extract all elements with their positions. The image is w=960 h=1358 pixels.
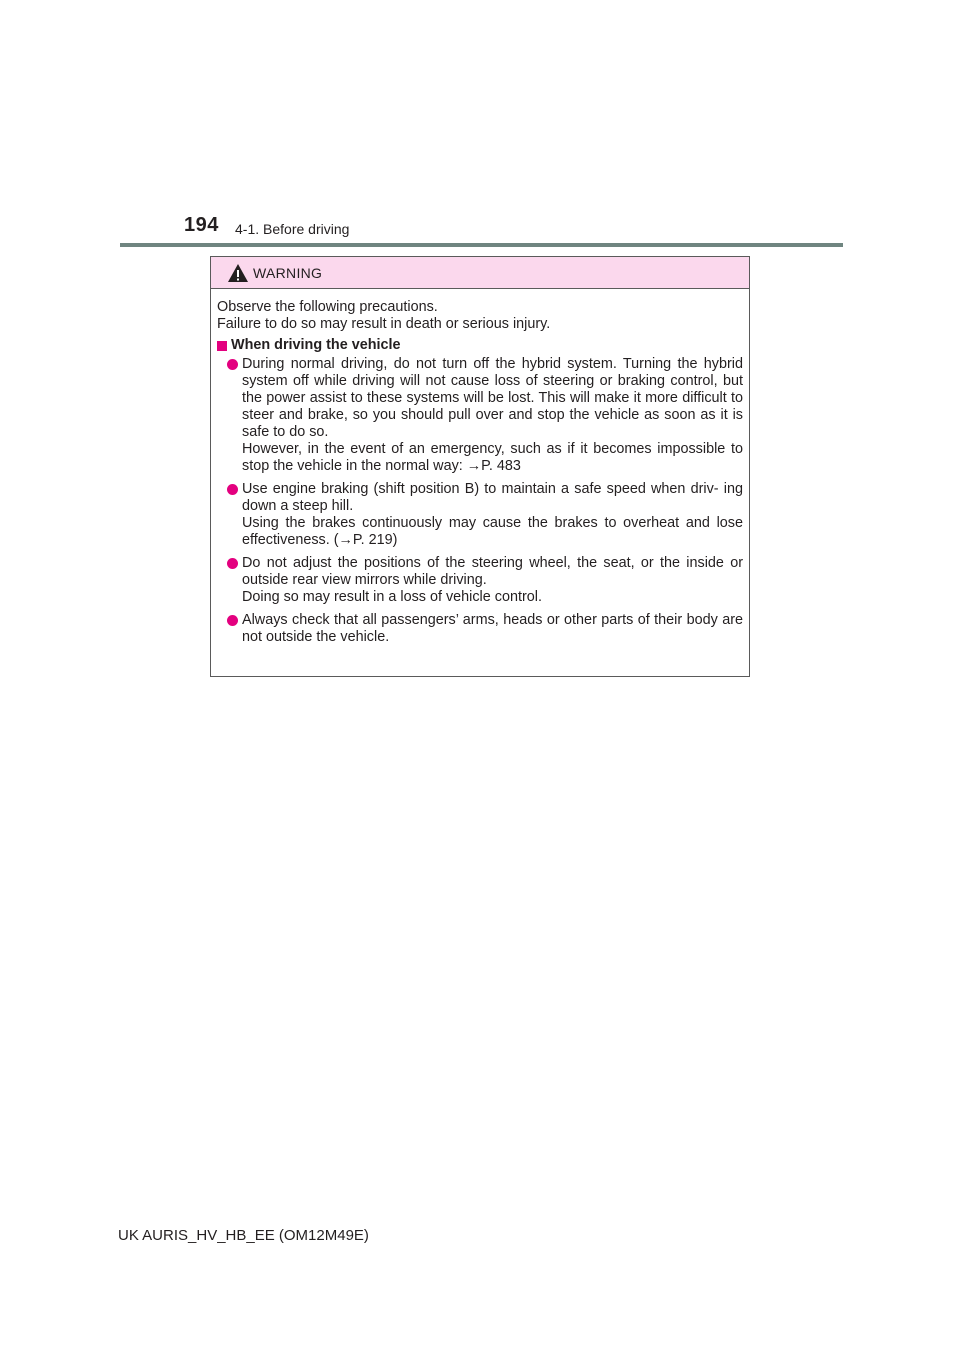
round-bullet-icon [227,484,238,495]
item-paragraph: Always check that all passengers’ arms, heads or other parts of their body are not outside the vehicle. [242,612,743,645]
warning-header [211,257,749,289]
item-paragraph: However, in the event of an emergency, such as if it becomes impossible to stop the vehicle in the normal way: →P. 483 [242,441,743,474]
warning-item [217,612,743,646]
header-rule [120,243,843,247]
warning-item [217,555,743,606]
warning-item [217,356,743,475]
square-bullet-icon [217,341,227,351]
round-bullet-icon [227,359,238,370]
subheading-text: When driving the vehicle [231,337,401,353]
intro-line: Failure to do so may result in death or serious injury. [217,316,551,332]
page-number: 194 [184,214,219,236]
item-paragraph: Do not adjust the positions of the steering wheel, the seat, or the inside or outside rear view mirrors while driving. [242,555,743,588]
warning-item [217,481,743,549]
warning-body [211,289,749,646]
footer-code: UK AURIS_HV_HB_EE (OM12M49E) [118,1227,369,1244]
item-paragraph: Doing so may result in a loss of vehicle control. [242,589,542,605]
item-paragraph: Use engine braking (shift position B) to maintain a safe speed when driv- ing down a steep hill. [242,481,743,514]
intro-line: Observe the following precautions. [217,299,438,315]
round-bullet-icon [227,615,238,626]
warning-box [210,256,750,677]
section-title: 4-1. Before driving [235,221,350,237]
warning-triangle-icon [227,263,249,283]
warning-subheading [217,337,743,354]
item-paragraph: During normal driving, do not turn off the hybrid system. Turning the hybrid system off while driving will not cause loss of steering or braking control, but the power assist to these systems will be lost. This will make it more difficult to steer and brake, so you should pull over and stop the vehicle as soon as it is safe to do so. [242,356,743,440]
item-paragraph: Using the brakes continuously may cause the brakes to overheat and lose effectiveness. (→P. 219) [242,515,743,548]
warning-intro [217,299,743,333]
round-bullet-icon [227,558,238,569]
warning-title: WARNING [253,264,323,281]
